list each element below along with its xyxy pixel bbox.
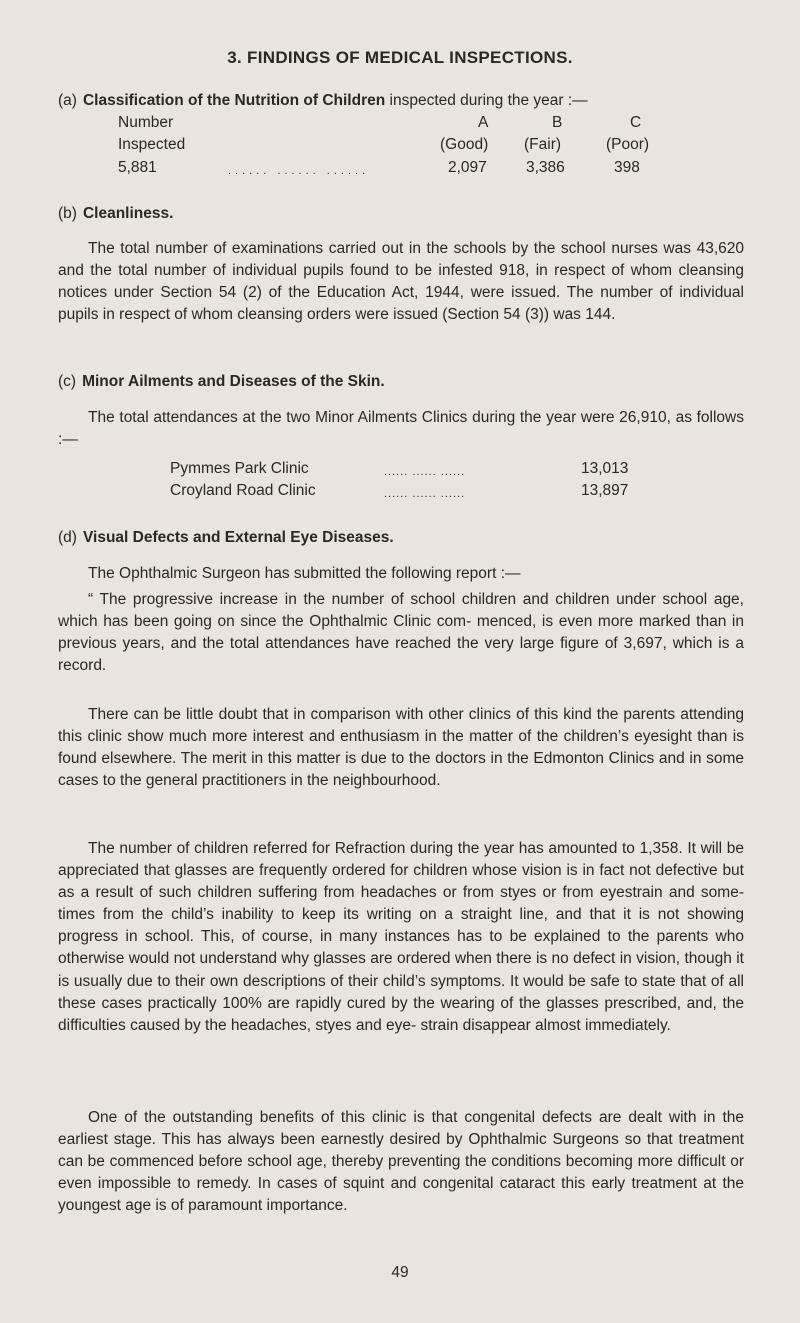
cell-poor: 398 xyxy=(614,159,640,176)
col-b-subheader: (Fair) xyxy=(524,136,562,153)
report-paragraph: One of the outstanding benefits of this clinic is that congenital defects are dealt with in the earliest stage. This has always been earnestly desired by Ophthalmic Surgeons so that treatment can be commenced before school age, thereby preventing the conditions becoming more difficult or even impossible to remedy. In cases of squint and congenital cataract this early treatment at the youngest age is of paramount importance. xyxy=(58,1109,744,1215)
section-c-title: Minor Ailments and Diseases of the Skin. xyxy=(82,373,385,390)
col-c-subheader: (Poor) xyxy=(606,136,650,153)
clinic-name: Pymmes Park Clinic xyxy=(170,460,309,477)
report-intro: The Ophthalmic Surgeon has submitted the following report :— xyxy=(88,565,521,582)
col-a-header: A xyxy=(478,114,489,131)
section-b-heading xyxy=(58,205,173,223)
clinic-attendances: 13,897 xyxy=(581,482,629,499)
col-number-header: Number xyxy=(118,114,174,131)
section-a-title-rest: inspected during the year :— xyxy=(389,92,588,109)
clinic-leader-dots: ...... ...... ...... xyxy=(384,466,466,478)
cleanliness-paragraph: The total number of examinations carried out in the schools by the school nurses was 43,620 and the total number of individual pupils found to be infested 918, in respect of whom cleansing notices under Section 54 (2) of the Education Act, 1944, were issued. The number of individual pupils in respect of whom cleansing orders were issued (Section 54 (3)) was 144. xyxy=(58,240,744,324)
clinic-leader-dots: ...... ...... ...... xyxy=(384,488,466,500)
section-a-title: Classification of the Nutrition of Children xyxy=(82,92,386,109)
cell-good: 2,097 xyxy=(448,159,487,176)
col-a-subheader: (Good) xyxy=(440,136,489,153)
section-c-heading xyxy=(58,373,385,391)
col-b-header: B xyxy=(552,114,563,131)
minor-ailments-paragraph: The total attendances at the two Minor Ailments Clinics during the year were 26,910, as follows :— xyxy=(58,409,744,449)
page-title: 3. FINDINGS OF MEDICAL INSPECTIONS. xyxy=(227,48,573,67)
col-number-subheader: Inspected xyxy=(118,136,186,153)
clinic-attendances: 13,013 xyxy=(581,460,629,477)
section-b-title: Cleanliness. xyxy=(82,205,174,222)
report-paragraph: There can be little doubt that in comparison with other clinics of this kind the parents attending this clinic show much more interest and enthusiasm in the matter of the children’s eyesight than is found elsewhere. The merit in this matter is due to the doctors in the Edmonton Clinics and in some cases to the general practitioners in the neighbourhood. xyxy=(58,706,744,790)
section-c-label: (c) xyxy=(58,373,77,390)
cell-fair: 3,386 xyxy=(526,159,565,176)
clinic-name: Croyland Road Clinic xyxy=(170,482,316,499)
cell-number-inspected: 5,881 xyxy=(118,159,157,176)
section-d-heading xyxy=(58,529,394,547)
report-paragraph: The number of children referred for Refraction during the year has amounted to 1,358. It will be appreciated that glasses are frequently ordered for children whose vision is in fact not defective but as a result of such children suffering from headaches or from styes or from eyestrain and some- times from the child’s inability to keep its writing on a straight line, and that it is not showing progress in school. This, of course, in many instances has to be explained to the parents who otherwise would not understand why glasses are ordered when there is no defect in vision, though it is usually due to their own descriptions of their child’s symptoms. It would be safe to state that of all these cases practically 100% are rapidly cured by the wearing of the glasses prescribed, and, the difficulties caused by the headaches, styes and eye- strain disappear almost immediately. xyxy=(58,840,744,1034)
section-d-label: (d) xyxy=(58,529,77,546)
page-number: 49 xyxy=(391,1264,409,1281)
section-b-label: (b) xyxy=(58,205,77,222)
section-a-label: (a) xyxy=(58,92,77,109)
section-d-title: Visual Defects and External Eye Diseases. xyxy=(82,529,394,546)
report-paragraph: “ The progressive increase in the number of school children and children under school age, which has been going on since the Ophthalmic Clinic com- menced, is even more marked than in previous years, and the total attendances have reached the very large figure of 3,697, which is a record. xyxy=(58,591,744,675)
col-c-header: C xyxy=(630,114,642,131)
table-leader-dots: ...... ...... ...... xyxy=(228,165,370,177)
section-a-heading xyxy=(58,92,588,110)
